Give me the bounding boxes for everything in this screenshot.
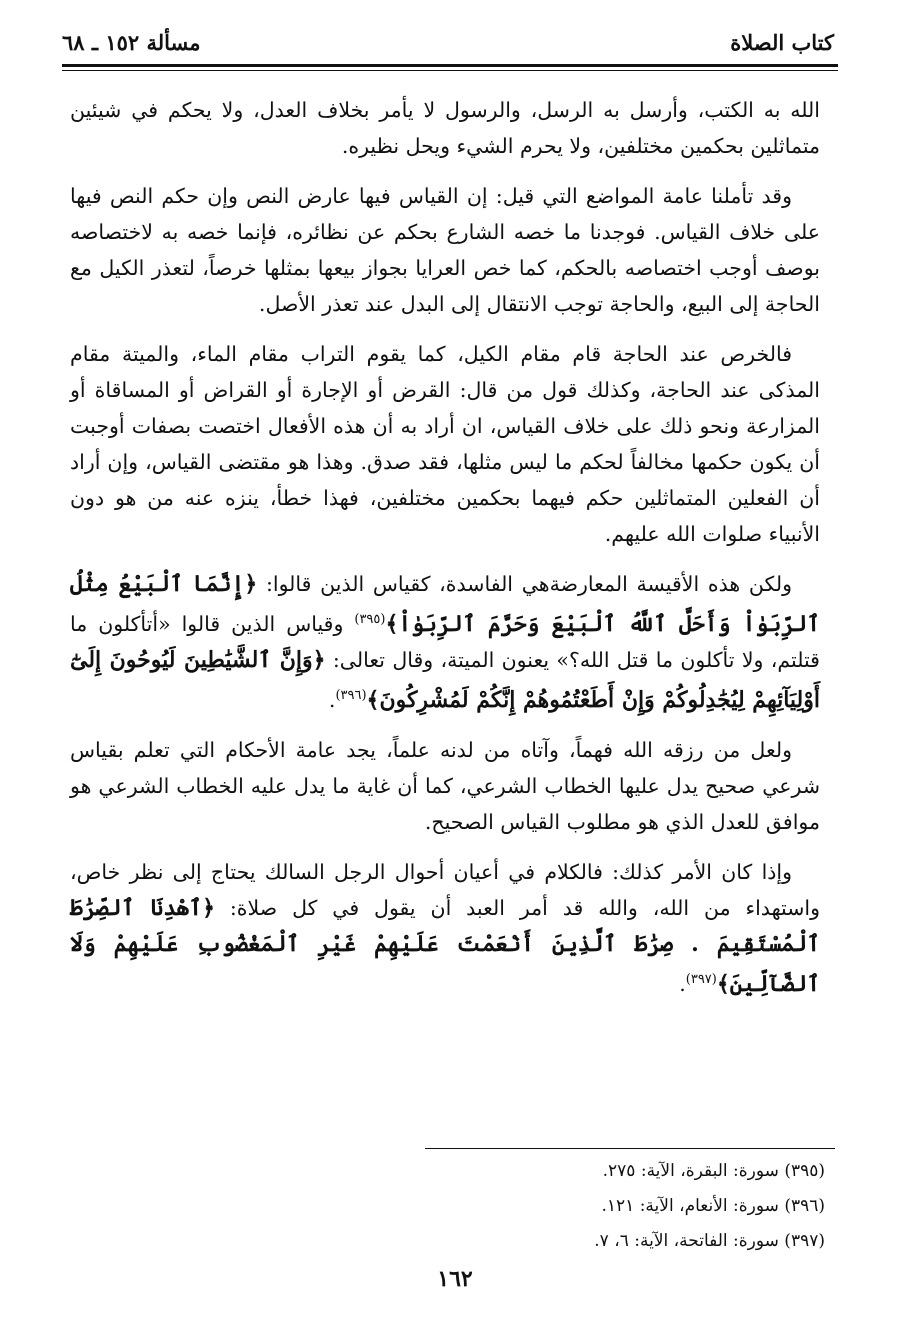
header-rule-thin	[62, 70, 838, 71]
paragraph-5: ولعل من رزقه الله فهماً، وآتاه من لدنه علماً، يجد عامة الأحكام التي تعلم بقياس شرعي صحيح يدل عليها الخطاب الشرعي، كما أن غاية ما يدل عليه الخطاب الشرعي هو موافق للعدل الذي هو مطلوب القياس الصحيح.	[70, 737, 820, 834]
header-chapter: كتاب الصلاة	[730, 30, 834, 55]
paragraph-2: وقد تأملنا عامة المواضع التي قيل: إن القياس فيها عارض النص وإن حكم النص فيها على خلاف القياس. فوجدنا ما خصه الشارع بحكم عن نظائره، فإنما خصه به لاختصاصه بوصف أوجب اختصاصه بالحكم، كما خص العرايا بجواز بيعها بمثلها خرصاً، لتعذر الكيل مع الحاجة إلى البيع، والحاجة توجب الانتقال إلى البدل عند تعذر الأصل.	[70, 184, 820, 316]
paragraph-6: وإذا كان الأمر كذلك: فالكلام في أعيان أحوال الرجل السالك يحتاج إلى نظر خاص، واستهداء من الله، والله قد أمر العبد أن يقول في كل صلاة: ﴿ٱهْدِنَا ٱلصِّرَٰطَ ٱلْمُسْتَقِيمَ . صِرَٰطَ ٱلَّذِينَ أَنْعَمْتَ عَلَيْهِمْ غَيْرِ ٱلْمَغْضُوبِ عَلَيْهِمْ وَلَا ٱلضَّآلِّينَ﴾$^{(٣٩٧)}$.	[70, 859, 820, 997]
paragraph-1: الله به الكتب، وأرسل به الرسل، والرسول لا يأمر بخلاف العدل، ولا يحكم في شيئين متماثلين بحكمين مختلفين، ولا يحرم الشيء ويحل نظيره.	[70, 98, 820, 158]
paragraph-4-text-a: ولكن هذه الأقيسة المعارضةهي الفاسدة، كقياس الذين قالوا:	[265, 572, 792, 596]
quran-verse-anam: ﴿وَإِنَّ ٱلشَّيَٰطِينَ لَيُوحُونَ إِلَىٰٓ أَوْلِيَآئِهِمْ لِيُجَٰدِلُوكُمْ وَإِنْ أَطَعْتُمُوهُمْ إِنَّكُمْ لَمُشْرِكُونَ﴾	[70, 646, 820, 713]
main-text	[70, 92, 820, 1015]
header-issue: مسألة ١٥٢ ـ ٦٨	[62, 30, 201, 55]
footnote-ref-395: (٣٩٥)	[354, 612, 386, 627]
paragraph-3: فالخرص عند الحاجة قام مقام الكيل، كما يقوم التراب مقام الماء، والميتة مقام المذكى عند الحاجة، وكذلك قول من قال: القرض أو الإجارة أو القراض أو المساقاة أو المزارعة ونحو ذلك على خلاف القياس، ان أراد به أن هذه الأفعال اختصت بصفات أوجبت أن يكون حكمها مخالفاً لحكم ما ليس مثلها، فقد صدق. وهذا هو مقتضى القياس، وإن أراد أن الفعلين المتماثلين حكم فيهما بحكمين مختلفين، فهذا خطأ، ينزه عنه من هو دون الأنبياء صلوات الله عليهم.	[70, 342, 820, 546]
header-rule-thick	[62, 64, 838, 67]
paragraph-4: ولكن هذه الأقيسة المعارضةهي الفاسدة، كقياس الذين قالوا: ﴿إِنَّمَا ٱلْبَيْعُ مِثْلُ ٱلرِّبَوٰاْ وَأَحَلَّ ٱللَّهُ ٱلْبَيْعَ وَحَرَّمَ ٱلرِّبَوٰاْ﴾$^{(٣٩٥)}$ وقياس الذين قالوا «أتأكلون ما قتلتم، ولا تأكلون ما قتل الله؟» يعنون الميتة، وقال تعالى: ﴿وَإِنَّ ٱلشَّيَٰطِينَ لَيُوحُونَ إِلَىٰٓ أَوْلِيَآئِهِمْ لِيُجَٰدِلُوكُمْ وَإِنْ أَطَعْتُمُوهُمْ إِنَّكُمْ لَمُشْرِكُونَ﴾$^{(٣٩٦)}$.	[70, 571, 821, 713]
footnote-ref-396: (٣٩٦)	[335, 687, 367, 703]
paragraph-6-text: وإذا كان الأمر كذلك: فالكلام في أعيان أحوال الرجل السالك يحتاج إلى نظر خاص، واستهداء من الله، والله قد أمر العبد أن يقول في كل صلاة:	[70, 859, 820, 920]
footnote-ref-397: (٣٩٧)	[685, 971, 717, 987]
footnote-separator	[425, 1148, 835, 1149]
page-number: ١٦٢	[437, 1266, 473, 1292]
footnote-395: (٣٩٥) سورة: البقرة، الآية: ٢٧٥.	[602, 1161, 825, 1181]
running-header	[62, 30, 834, 55]
quran-verse-baqarah: ﴿إِنَّمَا ٱلْبَيْعُ مِثْلُ ٱلرِّبَوٰاْ وَأَحَلَّ ٱللَّهُ ٱلْبَيْعَ وَحَرَّمَ ٱلرِّبَوٰاْ﴾	[70, 571, 821, 637]
footnotes	[420, 1154, 825, 1259]
quran-verse-fatiha: ﴿ٱهْدِنَا ٱلصِّرَٰطَ ٱلْمُسْتَقِيمَ . صِرَٰطَ ٱلَّذِينَ أَنْعَمْتَ عَلَيْهِمْ غَيْرِ ٱلْمَغْضُوبِ عَلَيْهِمْ وَلَا ٱلضَّآلِّينَ﴾	[70, 894, 820, 997]
footnote-396: (٣٩٦) سورة: الأنعام، الآية: ١٢١.	[601, 1196, 825, 1216]
footnote-397: (٣٩٧) سورة: الفاتحة، الآية: ٦، ٧.	[594, 1231, 825, 1251]
paragraph-4-text-b: وقياس الذين قالوا «أتأكلون ما قتلتم، ولا تأكلون ما قتل الله؟» يعنون الميتة، وقال تعالى:	[70, 611, 820, 672]
